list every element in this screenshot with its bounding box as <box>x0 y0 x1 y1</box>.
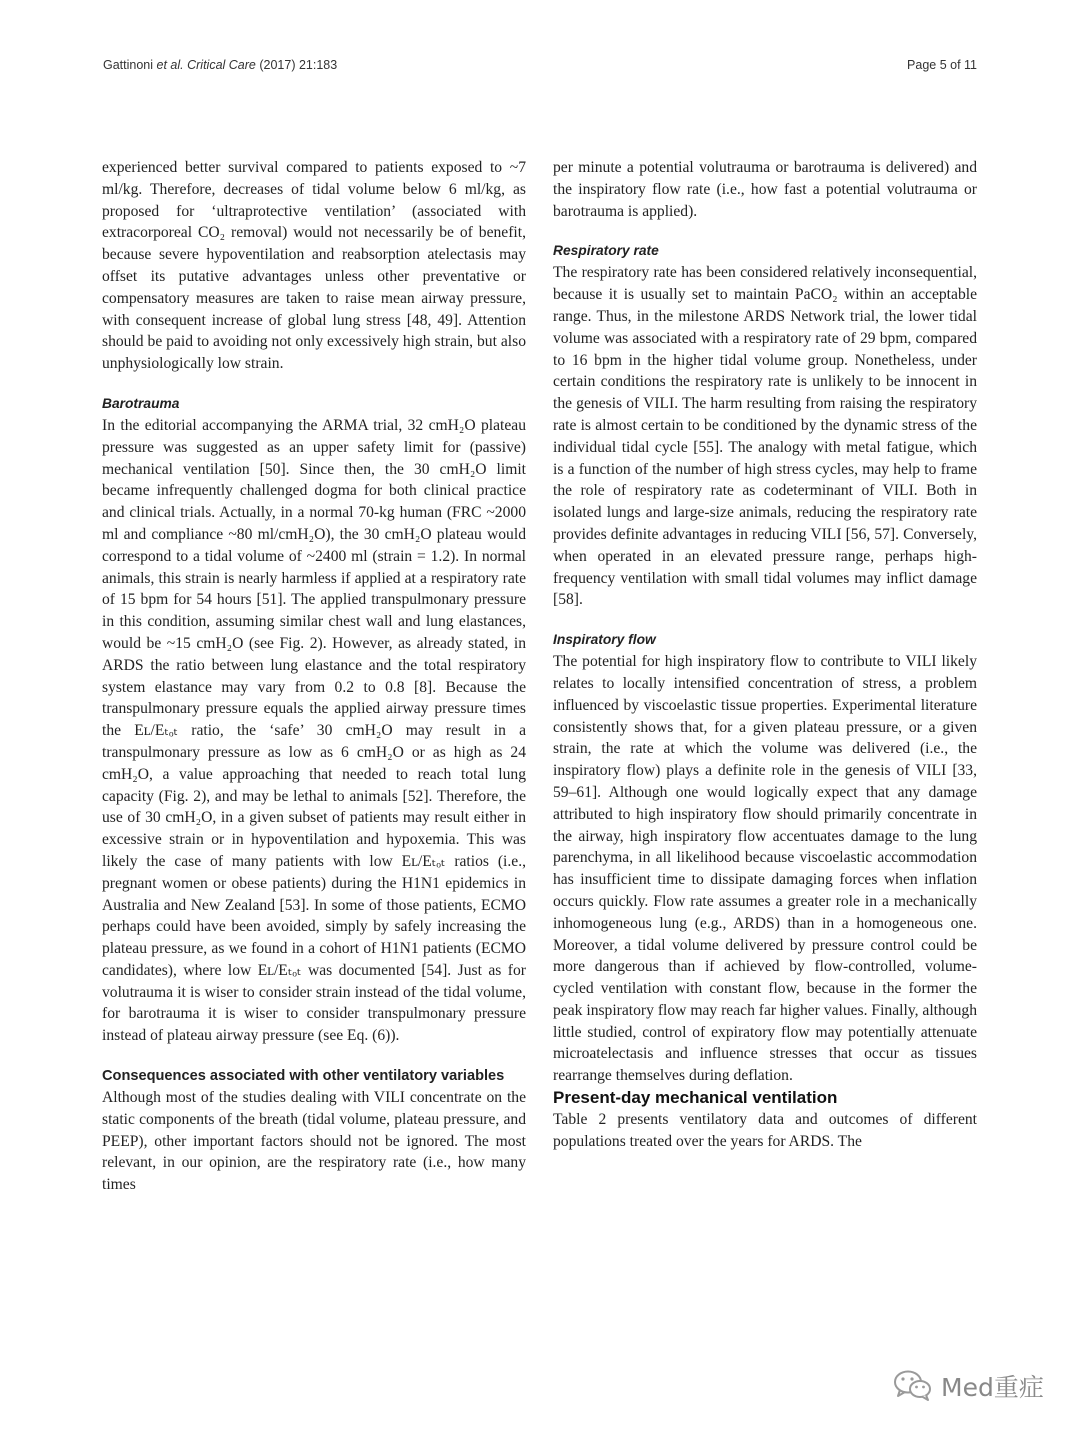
section-heading-present-day: Present-day mechanical ventilation <box>553 1088 838 1108</box>
paragraph: experienced better survival compared to patients exposed to ~7 ml/kg. Therefore, decreases of tidal volume below 6 ml/kg, as proposed for ‘ultraprotective ventilation’ (associated with extracorporeal CO₂ removal) would not necessarily be of benefit, because severe hypoventilation and reabsorption atelectasis may offset its putative advantages unless other preventative or compensatory measures are taken to raise mean airway pressure, with consequent increase of global lung stress [48, 49]. Attention should be paid to avoiding not only excessively high strain, but also unphysiologically low strain. <box>102 159 526 373</box>
paragraph: In the editorial accompanying the ARMA trial, 32 cmH₂O plateau pressure was suggested as an upper safety limit for (passive) mechanical ventilation [50]. Since then, the 30 cmH₂O limit became infrequently challenged dogma for both clinical practice and clinical trials. Actually, in a normal 70-kg human (FRC ~2000 ml and compliance ~80 ml/cmH₂O), the 30 cmH₂O plateau would correspond to a tidal volume of ~2400 ml (strain = 1.2). In normal animals, this strain is nearly harmless if applied at a respiratory rate of 15 bpm for 54 hours [51]. The applied transpulmonary pressure in this condition, assuming similar chest wall and lung elastances, would be ~15 cmH₂O (see Fig. 2). However, as already stated, in ARDS the ratio between lung elastance and the total respiratory system elastance may vary from 0.2 to 0.8 [8]. Because the transpulmonary pressure equals the applied airway pressure times the Eʟ/Eₜₒₜ ratio, the ‘safe’ 30 cmH₂O may result in a transpulmonary pressure as low as 6 cmH₂O or as high as 24 cmH₂O, a value approaching that needed to reach total lung capacity (Fig. 2), and may be lethal to animals [52]. Therefore, the use of 30 cmH₂O, in a given subset of patients may result either in excessive strain or in hypoventilation and hypoxemia. This was likely the case of many patients with low Eʟ/Eₜₒₜ ratios (i.e., pregnant women or obese patients) during the H1N1 epidemics in Australia and New Zealand [53]. In some of those patients, ECMO perhaps could have been avoided, simply by safely increasing the plateau pressure, as we found in a cohort of H1N1 patients (ECMO candidates), where low Eʟ/Eₜₒₜ was documented [54]. Just as for volutrauma it is wiser to consider strain instead of the tidal volume, for barotrauma it is wiser to consider transpulmonary pressure instead of plateau airway pressure (see Eq. (6)). <box>102 416 526 1045</box>
citation-authors: Gattinoni <box>103 58 157 72</box>
paragraph: Although most of the studies dealing with VILI concentrate on the static components of the breath (tidal volume, plateau pressure, and PEEP), other important factors should not be ignored. The most relevant, in our opinion, are the respiratory rate (i.e., how many times <box>102 1089 526 1194</box>
section-heading-barotrauma: Barotrauma <box>102 395 180 411</box>
right-column <box>553 157 977 1153</box>
section-heading-respiratory-rate: Respiratory rate <box>553 243 659 259</box>
left-column <box>102 157 526 1196</box>
wechat-icon <box>893 1369 933 1403</box>
citation-journal: Critical Care <box>187 58 256 72</box>
watermark <box>893 1368 1044 1404</box>
running-header-citation <box>103 58 337 72</box>
paragraph: per minute a potential volutrauma or barotrauma is delivered) and the inspiratory flow rate (i.e., how fast a potential volutrauma or barotrauma is applied). <box>553 159 977 220</box>
paragraph: The respiratory rate has been considered relatively inconsequential, because it is usually set to maintain PaCO₂ within an acceptable range. Thus, in the milestone ARDS Network trial, the lower tidal volume was associated with a respiratory rate of 29 bpm, compared to 16 bpm in the higher tidal volume group. Nonetheless, under certain conditions the respiratory rate is unlikely to be innocent in the genesis of VILI. The harm resulting from raising the respiratory rate is almost certain to be conditioned by the dynamic stress of the individual tidal cycle [55]. The analogy with metal fatigue, which is a function of the number of high stress cycles, may help to frame the role of respiratory rate as codeterminant of VILI. Both in isolated lungs and large-size animals, reducing the respiratory rate provides definite advantages in reducing VILI [56, 57]. Conversely, when operated in an elevated pressure range, perhaps high-frequency ventilation with small tidal volumes may inflict damage [58]. <box>553 264 977 609</box>
watermark-text: Med重症 <box>941 1373 1044 1402</box>
page-number: Page 5 of 11 <box>907 58 977 72</box>
paragraph: Table 2 presents ventilatory data and outcomes of different populations treated over the years for ARDS. The <box>553 1111 977 1150</box>
citation-tail: (2017) 21:183 <box>259 58 338 72</box>
section-heading-inspiratory-flow: Inspiratory flow <box>553 632 656 648</box>
citation-etal: et al. <box>156 58 184 72</box>
paragraph: The potential for high inspiratory flow to contribute to VILI likely relates to locally intensified concentration of stress, a problem influenced by viscoelastic tissue properties. Experimental literature consistently shows that, for a given plateau pressure, or a given strain, the rate at which the volume was delivered (i.e., the inspiratory flow) plays a definite role in the genesis of VILI [33, 59–61]. Although one would logically expect that any damage attributed to high inspiratory flow should primarily concentrate in the airway, high inspiratory flow accentuates damage to the lung parenchyma, in all likelihood because viscoelastic accommodation has insufficient time to dissipate damaging forces when inflation occurs quickly. Flow rate assumes a greater role in a mechanically inhomogeneous lung (e.g., ARDS) than in a homogeneous one. Moreover, a tidal volume delivered by pressure control could be more dangerous than if achieved by flow-controlled, volume-cycled ventilation with constant flow, because in the former the peak inspiratory flow may reach far higher values. Finally, although little studied, control of expiratory flow may potentially attenuate microatelectasis and influence stresses that occur as tissues rearrange themselves during deflation. <box>553 653 977 1085</box>
section-heading-consequences: Consequences associated with other ventilatory variables <box>102 1068 505 1085</box>
